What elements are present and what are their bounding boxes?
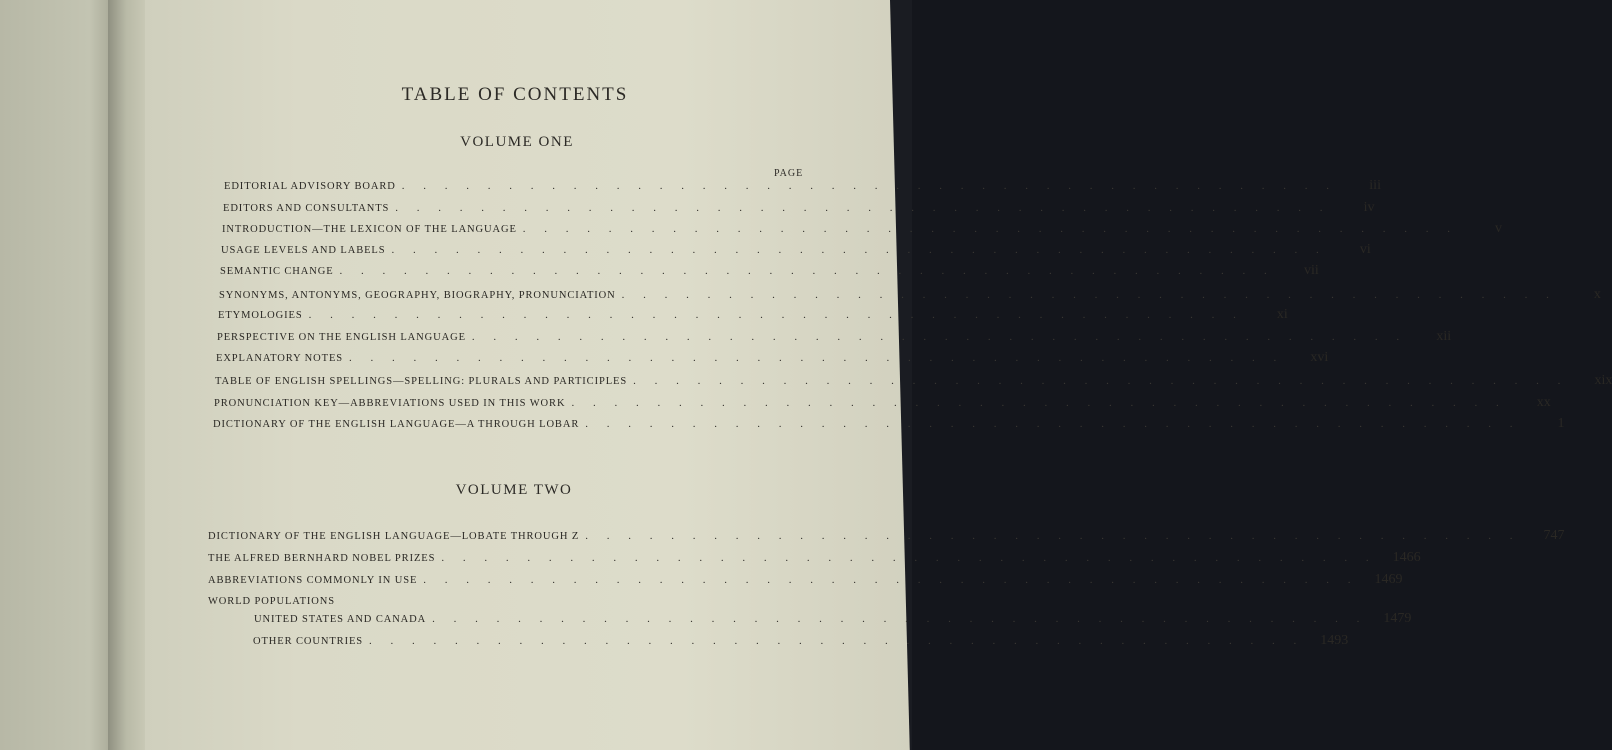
toc-entry-label: EDITORS AND CONSULTANTS	[223, 203, 390, 214]
toc-entry	[224, 178, 1381, 196]
toc-subentry	[253, 633, 1349, 651]
toc-entry-page: xii	[1436, 329, 1452, 344]
toc-entry	[221, 242, 1371, 260]
leader-dots: . . . . . . . . . . . . . . . . . . . . . . . . . . . . . . . . . . . . . . . . . . . .	[585, 418, 1521, 430]
toc-entry-label: EXPLANATORY NOTES	[216, 353, 344, 364]
leader-dots: . . . . . . . . . . . . . . . . . . . . . . . . . . . . . . . . . . . . . . . . . . . .	[633, 375, 1569, 387]
toc-entry-page: 1493	[1320, 633, 1349, 648]
leader-dots: . . . . . . . . . . . . . . . . . . . . . . . . . . . . . . . . . . . . . . . . . . . .	[369, 635, 1305, 647]
leader-dots: . . . . . . . . . . . . . . . . . . . . . . . . . . . . . . . . . . . . . . . . . . . .	[571, 397, 1507, 409]
toc-entry-page: iii	[1369, 178, 1381, 193]
leader-dots: . . . . . . . . . . . . . . . . . . . . . . . . . . . . . . . . . . . . . . . . . . . .	[471, 331, 1408, 343]
left-page-edge	[0, 0, 112, 750]
toc-entry-page: xx	[1536, 395, 1551, 410]
toc-entry-label: TABLE OF ENGLISH SPELLINGS—SPELLING: PLURALS AND PARTICIPLES	[215, 376, 628, 387]
toc-entry-page: 1	[1557, 416, 1565, 431]
toc-entry	[218, 307, 1288, 325]
toc-entry-label: USAGE LEVELS AND LABELS	[221, 245, 386, 256]
toc-entry	[215, 373, 1612, 391]
toc-entry-page: 747	[1543, 528, 1565, 543]
toc-entry-label: EDITORIAL ADVISORY BOARD	[224, 181, 396, 192]
toc-entry-label: SYNONYMS, ANTONYMS, GEOGRAPHY, BIOGRAPHY, PRONUNCIATION	[219, 290, 616, 301]
toc-entry-label: PERSPECTIVE ON THE ENGLISH LANGUAGE	[217, 332, 466, 343]
toc-entry-page: 1469	[1374, 572, 1403, 587]
toc-entry-label: THE ALFRED BERNHARD NOBEL PRIZES	[208, 553, 436, 564]
leader-dots: . . . . . . . . . . . . . . . . . . . . . . . . . . . . . . . . . . . . . . . . . . . .	[395, 202, 1331, 214]
toc-entry-label: DICTIONARY OF THE ENGLISH LANGUAGE—A THROUGH LOBAR	[213, 419, 580, 430]
volume-one-heading: VOLUME ONE	[460, 134, 574, 150]
toc-entry-label: DICTIONARY OF THE ENGLISH LANGUAGE—LOBATE THROUGH Z	[208, 531, 580, 542]
toc-entry	[223, 200, 1375, 218]
toc-entry-label: INTRODUCTION—THE LEXICON OF THE LANGUAGE	[222, 224, 517, 235]
toc-entry-page: v	[1495, 221, 1503, 236]
toc-entry	[217, 329, 1452, 347]
leader-dots: . . . . . . . . . . . . . . . . . . . . . . . . . . . . . . . . . . . . . . . . . . . .	[339, 265, 1275, 277]
world-populations-heading: WORLD POPULATIONS	[208, 596, 336, 607]
leader-dots: . . . . . . . . . . . . . . . . . . . . . . . . . . . . . . . . . . . . . . . . . . . .	[432, 613, 1368, 625]
toc-entry	[216, 350, 1329, 368]
toc-entry	[208, 572, 1403, 590]
page-title: TABLE OF CONTENTS	[401, 84, 629, 105]
toc-entry-page: x	[1593, 287, 1601, 302]
leader-dots: . . . . . . . . . . . . . . . . . . . . . . . . . . . . . . . . . . . . . . . . . . . .	[349, 352, 1285, 364]
page-column-label: PAGE	[774, 168, 804, 179]
toc-subentry	[254, 611, 1412, 629]
toc-entry-label: SEMANTIC CHANGE	[220, 266, 334, 277]
toc-entry-label: PRONUNCIATION KEY—ABBREVIATIONS USED IN THIS WORK	[214, 398, 566, 409]
leader-dots: . . . . . . . . . . . . . . . . . . . . . . . . . . . . . . . . . . . . . . . . . . . .	[585, 530, 1521, 542]
leader-dots: . . . . . . . . . . . . . . . . . . . . . . . . . . . . . . . . . . . . . . . . . . . .	[423, 574, 1359, 586]
toc-entry-page: xix	[1594, 373, 1612, 388]
leader-dots: . . . . . . . . . . . . . . . . . . . . . . . . . . . . . . . . . . . . . . . . . . . .	[391, 244, 1327, 256]
volume-two-heading: VOLUME TWO	[455, 482, 573, 498]
toc-entry-page: iv	[1363, 200, 1375, 215]
leader-dots: . . . . . . . . . . . . . . . . . . . . . . . . . . . . . . . . . . . . . . . . . . . .	[621, 289, 1557, 301]
toc-entry	[214, 395, 1551, 413]
leader-dots: . . . . . . . . . . . . . . . . . . . . . . . . . . . . . . . . . . . . . . . . . . . .	[401, 180, 1337, 192]
toc-entry-page: 1479	[1383, 611, 1412, 626]
leader-dots: . . . . . . . . . . . . . . . . . . . . . . . . . . . . . . . . . . . . . . . . . . . .	[441, 552, 1377, 564]
toc-entry	[219, 287, 1601, 305]
toc-entry-page: 1466	[1392, 550, 1421, 565]
toc-entry-page: xi	[1276, 307, 1288, 322]
toc-entry-page: vi	[1359, 242, 1371, 257]
toc-entry	[220, 263, 1319, 281]
toc-entry-label: OTHER COUNTRIES	[253, 636, 364, 647]
toc-entry-label: ETYMOLOGIES	[218, 310, 303, 321]
leader-dots: . . . . . . . . . . . . . . . . . . . . . . . . . . . . . . . . . . . . . . . . . . . .	[522, 223, 1459, 235]
toc-entry-page: vii	[1304, 263, 1319, 278]
toc-entry-page: xvi	[1310, 350, 1329, 365]
leader-dots: . . . . . . . . . . . . . . . . . . . . . . . . . . . . . . . . . . . . . . . . . . . .	[308, 309, 1244, 321]
toc-entry-label: UNITED STATES AND CANADA	[254, 614, 427, 625]
toc-entry	[222, 221, 1503, 239]
toc-entry	[208, 528, 1565, 546]
toc-entry-label: ABBREVIATIONS COMMONLY IN USE	[208, 575, 418, 586]
toc-entry	[213, 416, 1565, 434]
toc-entry	[208, 550, 1421, 568]
